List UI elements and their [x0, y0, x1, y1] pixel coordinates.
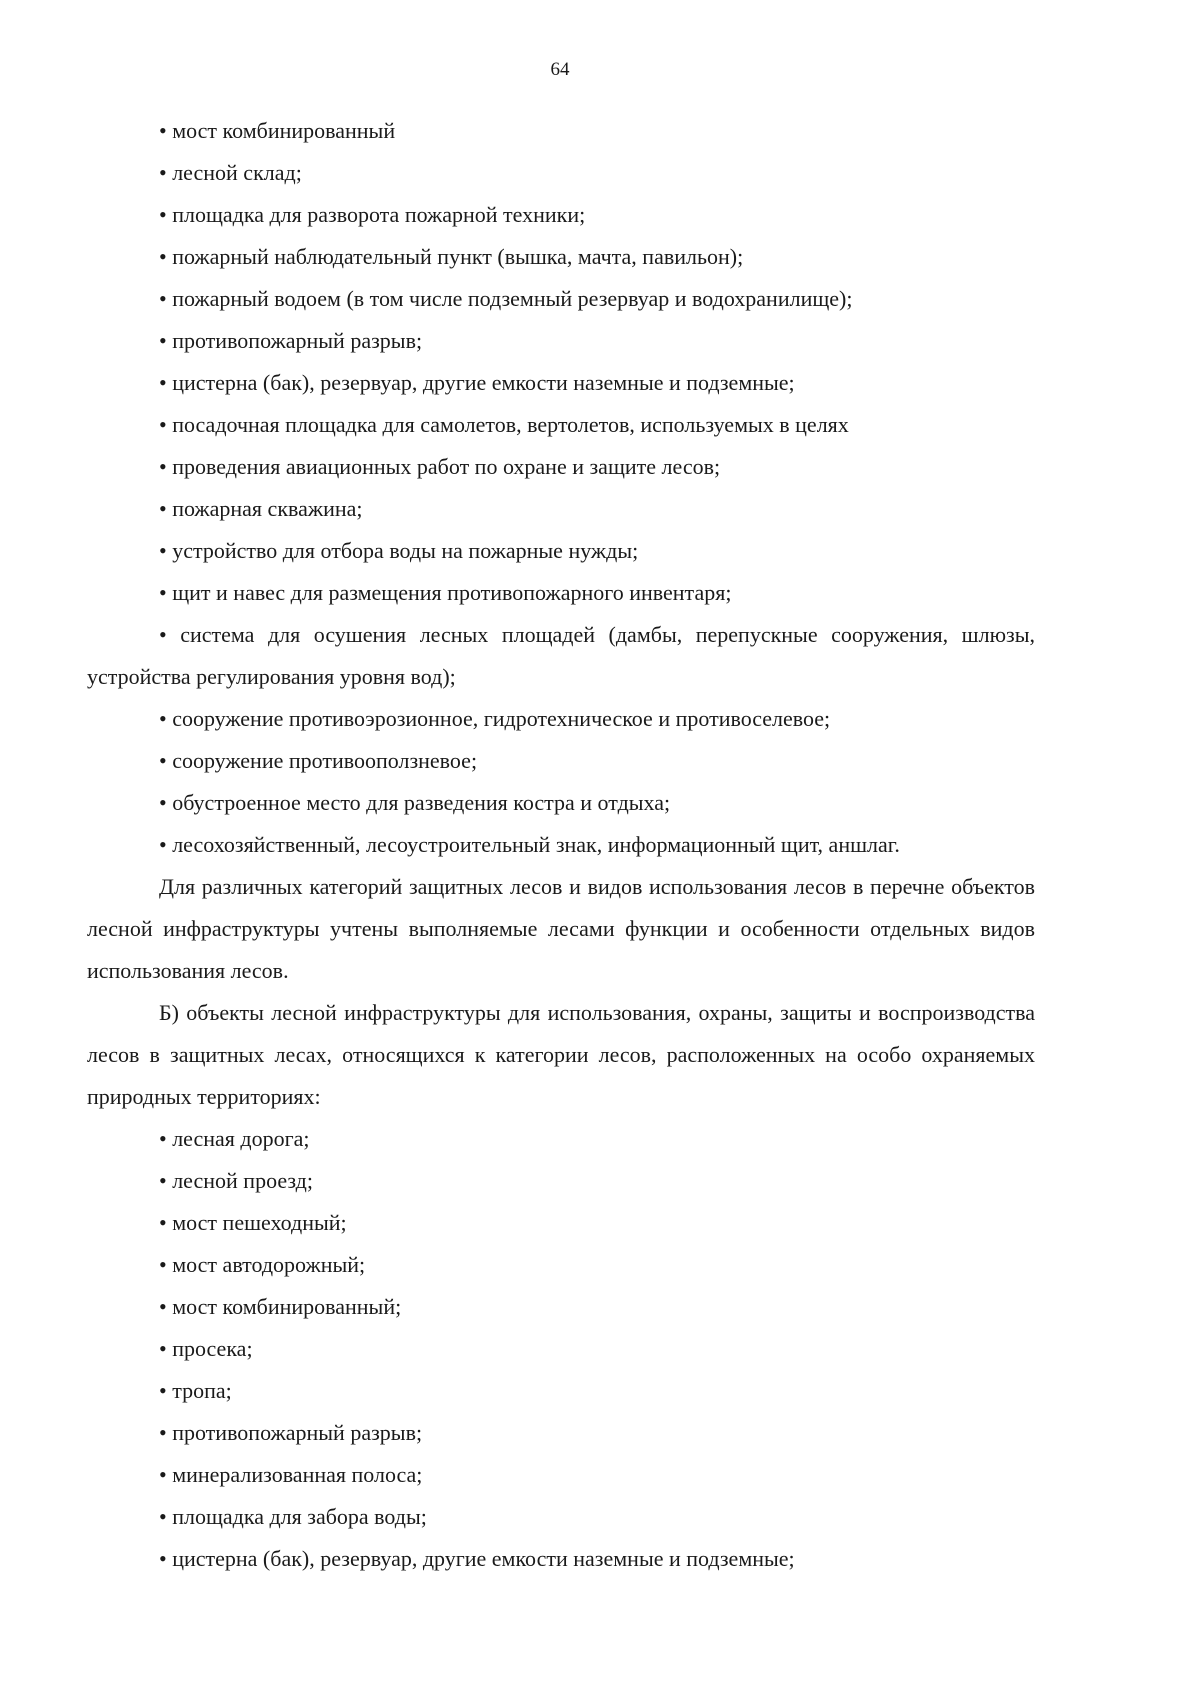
list-item: • пожарный наблюдательный пункт (вышка, мачта, павильон);	[159, 244, 744, 269]
list-item: • цистерна (бак), резервуар, другие емкости наземные и подземные;	[159, 370, 795, 395]
list-item: • пожарный водоем (в том числе подземный резервуар и водохранилище);	[159, 286, 853, 311]
list-item: • мост комбинированный;	[159, 1294, 402, 1319]
list-item: • мост комбинированный	[159, 118, 396, 143]
infrastructure-list-a	[87, 110, 1035, 866]
paragraph-section-b: Б) объекты лесной инфраструктуры для использования, охраны, защиты и воспроизводства лесов в защитных лесах, относящихся к категории лесов, расположенных на особо охраняемых природных территориях:	[87, 1000, 1035, 1109]
list-item: • тропа;	[159, 1378, 232, 1403]
list-item: • лесохозяйственный, лесоустроительный знак, информационный щит, аншлаг.	[159, 832, 900, 857]
list-item: • лесная дорога;	[159, 1126, 310, 1151]
list-item: • посадочная площадка для самолетов, вертолетов, используемых в целях	[159, 412, 849, 437]
list-item: • противопожарный разрыв;	[159, 1420, 423, 1445]
list-item: • цистерна (бак), резервуар, другие емкости наземные и подземные;	[159, 1546, 795, 1571]
list-item-drainage-system: • система для осушения лесных площадей (дамбы, перепускные сооружения, шлюзы, устройства регулирования уровня вод);	[87, 622, 1035, 689]
list-item: • просека;	[159, 1336, 253, 1361]
list-item: • площадка для разворота пожарной техники;	[159, 202, 586, 227]
list-item: • устройство для отбора воды на пожарные нужды;	[159, 538, 639, 563]
list-item: • проведения авиационных работ по охране и защите лесов;	[159, 454, 721, 479]
list-item: • мост автодорожный;	[159, 1252, 366, 1277]
page-content	[87, 110, 1035, 1580]
page-number: 64	[550, 59, 570, 80]
list-item: • площадка для забора воды;	[159, 1504, 427, 1529]
infrastructure-list-b	[87, 1118, 1035, 1580]
list-item: • минерализованная полоса;	[159, 1462, 423, 1487]
list-item: • пожарная скважина;	[159, 496, 363, 521]
list-item: • сооружение противооползневое;	[159, 748, 478, 773]
paragraph-forest-categories: Для различных категорий защитных лесов и видов использования лесов в перечне объектов лесной инфраструктуры учтены выполняемые лесами функции и особенности отдельных видов использования лесов.	[87, 874, 1035, 983]
list-item: • лесной проезд;	[159, 1168, 313, 1193]
list-item: • щит и навес для размещения противопожарного инвентаря;	[159, 580, 732, 605]
list-item: • сооружение противоэрозионное, гидротехническое и противоселевое;	[159, 706, 831, 731]
list-item: • противопожарный разрыв;	[159, 328, 423, 353]
list-item: • обустроенное место для разведения костра и отдыха;	[159, 790, 671, 815]
list-item: • мост пешеходный;	[159, 1210, 347, 1235]
list-item: • лесной склад;	[159, 160, 302, 185]
